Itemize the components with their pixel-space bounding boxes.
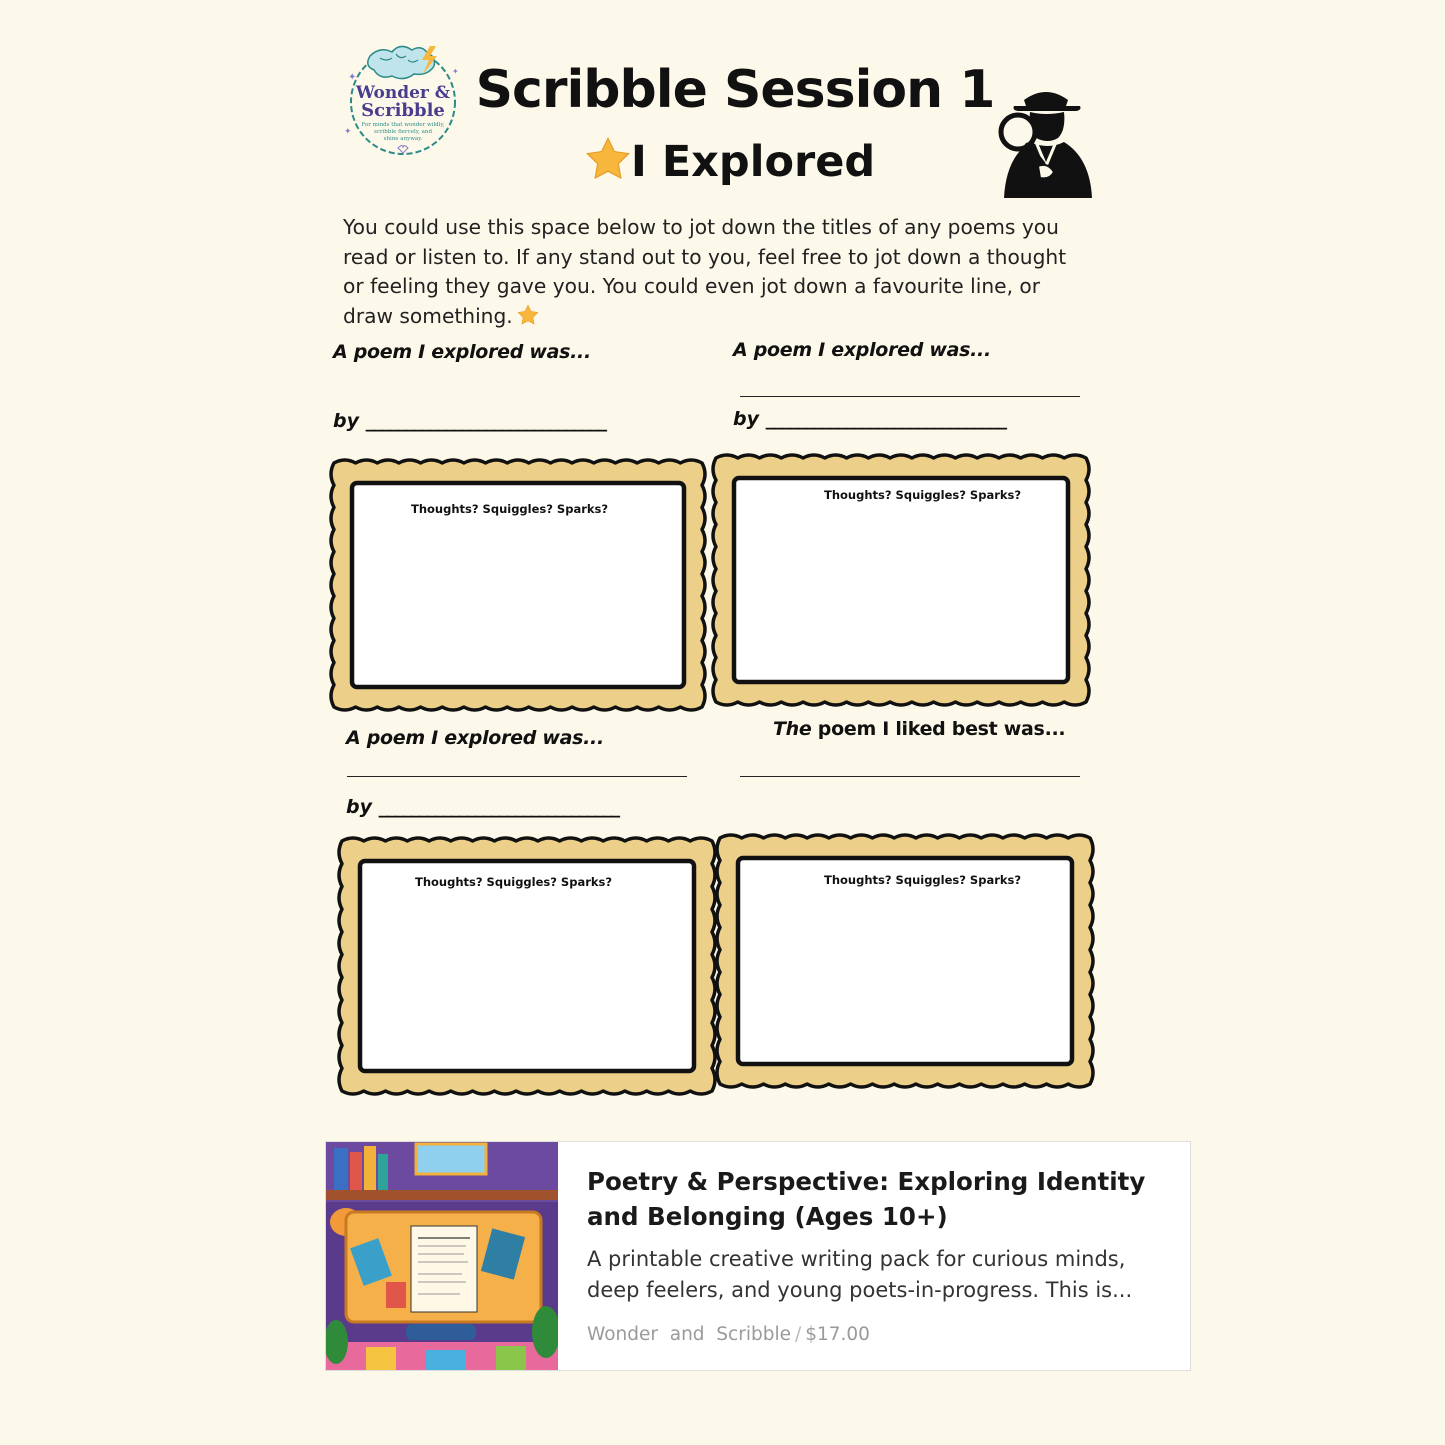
product-title[interactable]: Poetry & Perspective: Exploring Identity and Belonging (Ages 10+): [587, 1167, 1146, 1231]
star-icon: [585, 136, 631, 182]
by-label: by: [346, 796, 372, 818]
author-blank: ______________________________: [378, 796, 619, 818]
prompt-rest: poem I liked best was...: [811, 718, 1066, 740]
logo-tagline-3: shine anyway.: [383, 136, 423, 142]
author-blank: ______________________________: [765, 408, 1006, 430]
logo-tagline-1: For minds that wonder wildly,: [361, 122, 445, 128]
notes-frame-4: [712, 830, 1098, 1092]
notes-frame-3: [334, 833, 720, 1099]
product-card[interactable]: [325, 1141, 1191, 1371]
poem-prompt-2: A poem I explored was...: [733, 339, 991, 361]
page-subtitle: [580, 134, 880, 190]
frame-border: [334, 833, 720, 1099]
by-label: by: [333, 410, 359, 432]
frame-border: [326, 455, 710, 715]
star-icon: [517, 304, 539, 326]
wonder-and-scribble-logo: [340, 36, 466, 162]
seller-name[interactable]: Wonder and Scribble: [587, 1324, 791, 1345]
svg-text:✦: ✦: [452, 67, 459, 76]
title-blank-line: [740, 776, 1080, 777]
page-title: Scribble Session 1: [475, 60, 995, 120]
subtitle-text: I Explored: [630, 137, 876, 187]
notes-frame-1: [326, 455, 710, 715]
detective-with-magnifier-icon: [990, 70, 1102, 198]
meta-separator: /: [794, 1324, 802, 1345]
logo-line-2: Scribble: [361, 100, 445, 121]
product-description: A printable creative writing pack for curious minds, deep feelers, and young poets-in-progress. This is...: [587, 1247, 1133, 1302]
logo-tagline-2: scribble fiercely, and: [374, 129, 432, 135]
notes-frame-2: [708, 450, 1094, 710]
frame-label: Thoughts? Squiggles? Sparks?: [411, 502, 609, 516]
poem-prompt-1: A poem I explored was...: [333, 341, 591, 363]
author-line-3: [346, 796, 619, 818]
frame-label: Thoughts? Squiggles? Sparks?: [415, 875, 613, 889]
svg-text:✦: ✦: [348, 72, 357, 83]
product-price: $17.00: [805, 1324, 870, 1345]
writing-area[interactable]: [738, 858, 1072, 1064]
title-blank-line: [740, 396, 1080, 397]
product-thumbnail[interactable]: [326, 1142, 558, 1371]
author-blank: ______________________________: [365, 410, 606, 432]
logo-line-1: Wonder &: [355, 83, 451, 103]
product-meta: [587, 1324, 870, 1345]
frame-border: [712, 830, 1098, 1092]
intro-text: You could use this space below to jot down the titles of any poems you read or listen to. If any stand out to you, feel free to jot down a thought or feeling they gave you. You could even jot down a favourite line, or draw something.: [343, 215, 1067, 328]
writing-area[interactable]: [360, 861, 694, 1071]
prompt-italic: The: [773, 718, 812, 740]
poem-prompt-3: A poem I explored was...: [346, 727, 604, 749]
author-line-2: [733, 408, 1006, 430]
title-blank-line: [347, 776, 687, 777]
frame-label: Thoughts? Squiggles? Sparks?: [824, 488, 1022, 502]
frame-label: Thoughts? Squiggles? Sparks?: [824, 873, 1022, 887]
by-label: by: [733, 408, 759, 430]
writing-area[interactable]: [734, 478, 1068, 682]
intro-paragraph: [343, 213, 1073, 331]
svg-text:✦: ✦: [344, 127, 352, 137]
favourite-poem-prompt: [773, 718, 1065, 740]
author-line-1: [333, 410, 606, 432]
